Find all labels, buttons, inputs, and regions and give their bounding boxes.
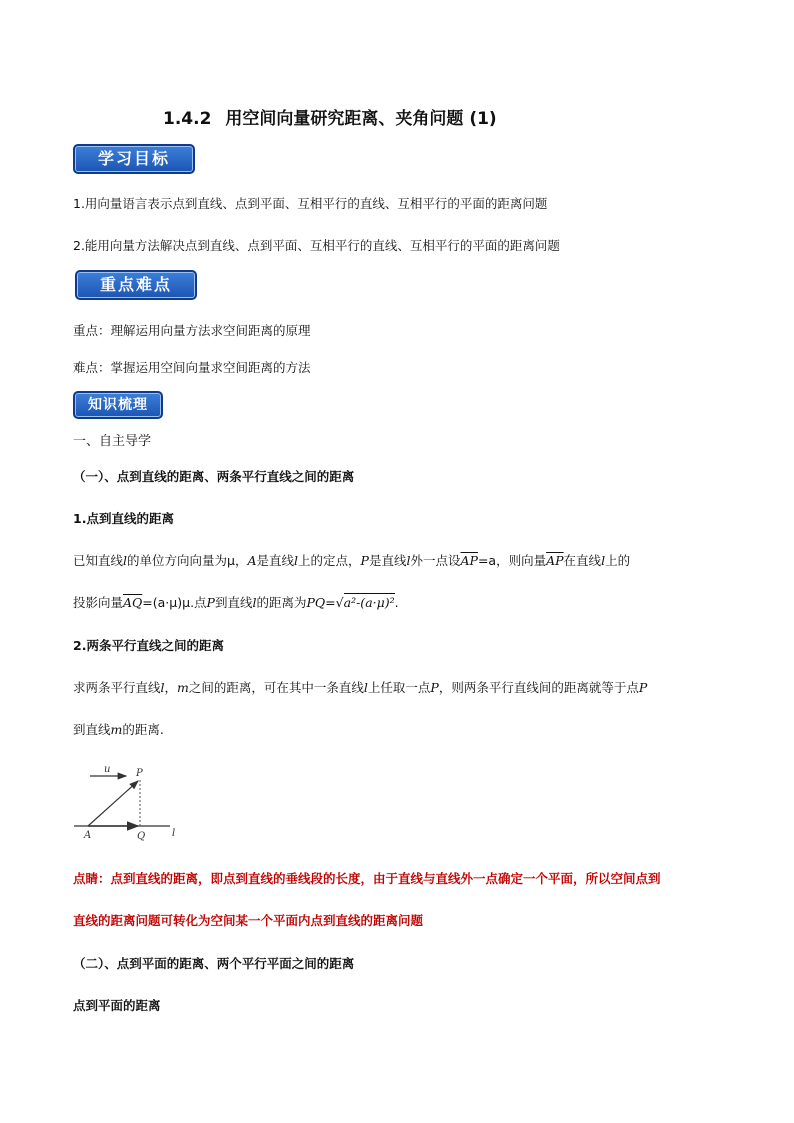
- text: 已知直线: [73, 553, 124, 568]
- text: 的单位方向向量为μ，: [127, 553, 248, 568]
- banner-knowledge: 知识梳理: [73, 391, 163, 419]
- title-number: 1.4.2: [163, 109, 212, 129]
- var-l: l: [406, 553, 411, 568]
- note-line-1: 点睛：点到直线的距离，即点到直线的垂线段的长度，由于直线与直线外一点确定一个平面，所以空间点到: [73, 871, 661, 886]
- var-l: l: [123, 553, 128, 568]
- text: 是直线: [256, 553, 295, 568]
- key-point: 重点：理解运用向量方法求空间距离的原理: [73, 323, 311, 338]
- heading-point-plane: 点到平面的距离: [73, 998, 161, 1013]
- banner-key-difficulty: 重点难点: [75, 270, 197, 300]
- banner-learning-goals: 学习目标: [73, 144, 195, 174]
- text: 到直线: [73, 722, 111, 737]
- goal-item-2: 2.能用向量方法解决点到直线、点到平面、互相平行的直线、互相平行的平面的距离问题: [73, 238, 560, 253]
- text: 到直线: [214, 595, 253, 610]
- note-line-2: 直线的距离问题可转化为空间某一个平面内点到直线的距离问题: [73, 913, 424, 928]
- title-part: (1): [469, 109, 497, 129]
- goal-item-1: 1.用向量语言表示点到直线、点到平面、互相平行的直线、互相平行的平面的距离问题: [73, 196, 548, 211]
- label-Q: Q: [137, 831, 146, 842]
- text: ，则两条平行直线间的距离就等于点: [438, 680, 639, 695]
- text: 是直线: [368, 553, 407, 568]
- var-l: l: [160, 680, 165, 695]
- vector-AP: $\overline{AP}$: [460, 553, 478, 568]
- sqrt-radicand: a²-(a·μ)²: [343, 595, 395, 610]
- text: 的距离为: [256, 595, 307, 610]
- paragraph-point-line-1: [73, 551, 630, 569]
- text: 求两条平行直线: [73, 680, 161, 695]
- text: 投影向量: [73, 595, 124, 610]
- text: .: [394, 595, 399, 610]
- text: ，: [164, 680, 178, 695]
- var-l: l: [252, 595, 257, 610]
- var-PQ: PQ: [306, 595, 326, 610]
- var-A: A: [247, 553, 257, 568]
- text: 在直线: [563, 553, 602, 568]
- paragraph-parallel-lines-2: [73, 720, 164, 738]
- text: 上的定点，: [298, 553, 361, 568]
- title-text: 用空间向量研究距离、夹角问题: [225, 109, 464, 129]
- var-l: l: [363, 680, 368, 695]
- label-u: u: [104, 764, 111, 775]
- section-heading: 一、自主导学: [73, 434, 152, 449]
- subsection-heading-1: （一）、点到直线的距离、两条平行直线之间的距离: [73, 469, 355, 484]
- point-line-distance-figure: [70, 762, 190, 842]
- heading-parallel-lines: 2.两条平行直线之间的距离: [73, 638, 224, 653]
- page-title: [163, 104, 497, 129]
- var-l: l: [294, 553, 299, 568]
- var-P: P: [206, 595, 215, 610]
- text: 外一点设: [410, 553, 461, 568]
- var-P: P: [430, 680, 439, 695]
- text: 上任取一点: [367, 680, 431, 695]
- subsection-heading-2: （二）、点到平面的距离、两个平行平面之间的距离: [73, 956, 355, 971]
- label-A: A: [84, 830, 92, 841]
- text: =(a·μ)μ.点: [142, 595, 207, 610]
- var-l: l: [601, 553, 606, 568]
- var-m: m: [110, 722, 123, 737]
- vector-AQ: $\overline{AQ}$: [123, 595, 143, 610]
- text: =a，则向量: [477, 553, 547, 568]
- vector-AP: $\overline{AP}$: [546, 553, 564, 568]
- vector-AP-arrow: [88, 781, 138, 826]
- difficulty-point: 难点：掌握运用空间向量求空间距离的方法: [73, 360, 311, 375]
- heading-point-line: 1.点到直线的距离: [73, 511, 174, 526]
- text: =: [325, 595, 336, 610]
- text: 的距离.: [122, 722, 164, 737]
- var-P: P: [360, 553, 369, 568]
- var-m: m: [177, 680, 189, 695]
- text: 上的: [605, 553, 631, 568]
- var-P: P: [638, 680, 648, 695]
- label-P: P: [136, 768, 143, 779]
- sqrt-sign: √: [335, 595, 344, 610]
- label-l: l: [172, 828, 176, 839]
- paragraph-point-line-2: [73, 593, 399, 611]
- text: 之间的距离，可在其中一条直线: [188, 680, 364, 695]
- paragraph-parallel-lines-1: [73, 678, 647, 696]
